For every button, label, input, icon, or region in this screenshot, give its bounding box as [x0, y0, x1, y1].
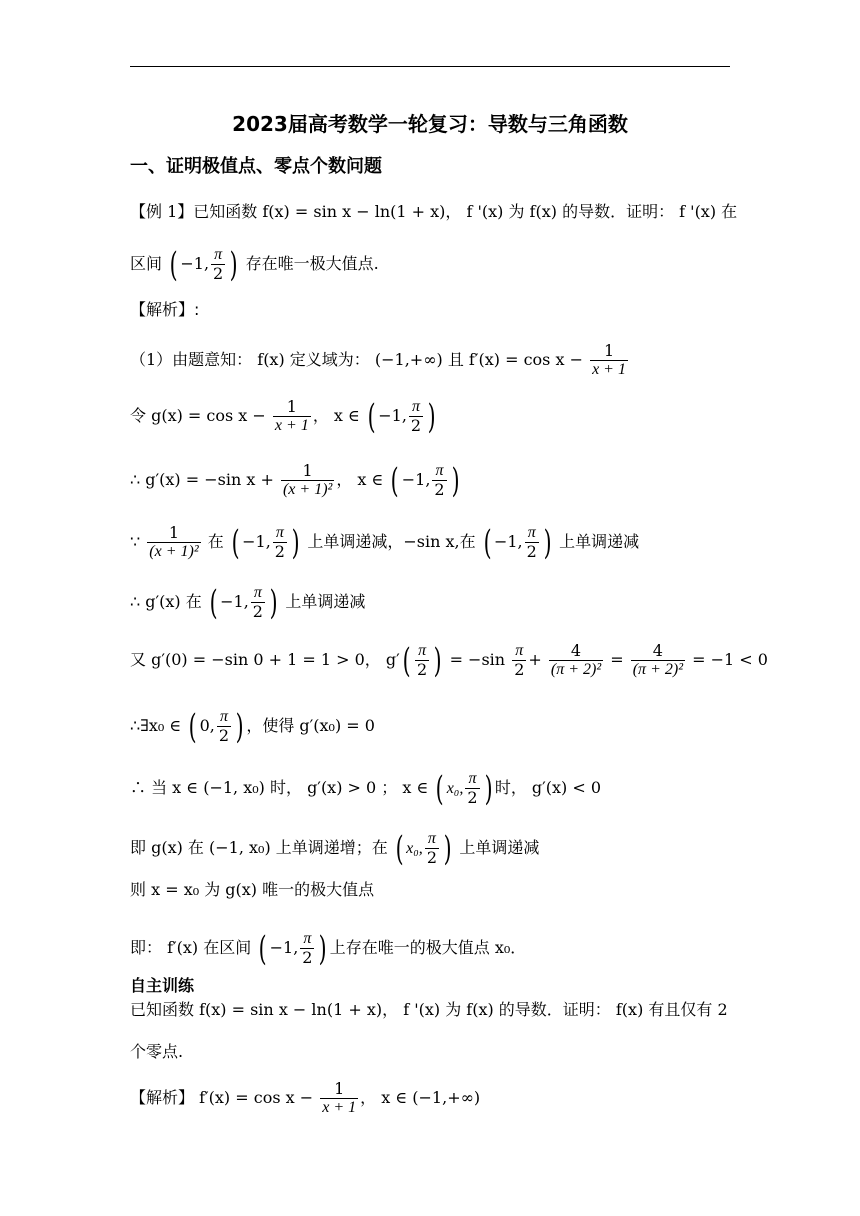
example-line-2: [130, 246, 379, 283]
step4-c: 上单调递减，−sin x,在: [307, 532, 476, 551]
frac-num: π: [415, 642, 429, 661]
frac-den: x + 1: [322, 1099, 357, 1116]
frac-den: 2: [252, 602, 263, 621]
frac-num: π: [425, 830, 439, 849]
answer-line: [130, 1080, 480, 1117]
fraction-pi-2: [415, 642, 429, 679]
step9-a: 即 g(x) 在 (−1, x₀) 上单调递增；在: [130, 838, 388, 857]
step-6: 又 g′(0) = −sin 0 + 1 = 1 > 0， g′( $\frac{\pi}{2}$ ) = −sin $\frac{\pi}{2}$ + $\frac{4}{\text{(π + 2)²}}$ = $\frac{4}{\text{(π + 2)²}}$ = −1 < 0: [130, 640, 768, 681]
answer-a: f′(x) = cos x −: [199, 1088, 314, 1107]
interval-start: 0,: [199, 716, 215, 735]
step5-b: 上单调递减: [285, 592, 366, 611]
fraction-4-pi2sq: [631, 642, 685, 679]
paren-open: (: [231, 522, 240, 563]
paren-open: (: [188, 706, 197, 747]
paren-close: ): [229, 244, 238, 285]
step11-a: 即： f′(x) 在区间: [130, 938, 252, 957]
frac-num: π: [217, 708, 231, 727]
frac-den: 2: [410, 416, 422, 435]
frac-num: π: [525, 524, 539, 543]
practice-line-2: 个零点.: [130, 1042, 184, 1061]
practice-line-1: 已知函数 f(x) = sin x − ln(1 + x)， f '(x) 为 f(x) 的导数．证明： f(x) 有且仅有 2: [130, 1000, 728, 1019]
frac-num: 1: [147, 524, 200, 543]
paren-close: ): [484, 768, 493, 809]
paren-open: (: [367, 396, 376, 437]
step7-b: ，使得 g′(x₀) = 0: [246, 716, 375, 735]
frac-num: π: [409, 398, 423, 417]
step-4: [130, 524, 639, 561]
frac-num: 1: [320, 1080, 358, 1099]
fraction-pi-2: [211, 246, 225, 283]
analysis-label: 【解析】:: [130, 300, 200, 319]
step3-text: ∴ g′(x) = −sin x +: [130, 470, 274, 489]
paren-open: (: [169, 244, 178, 285]
fraction-pi-2: [251, 584, 265, 621]
frac-num: 1: [590, 342, 628, 361]
fraction-pi-2: [432, 462, 446, 499]
fraction-pi-2: [465, 770, 479, 807]
fraction-pi-2: [273, 524, 287, 561]
plus-sign: +: [528, 650, 542, 669]
interval-start: −1,: [401, 470, 431, 489]
paren-open: (: [436, 768, 445, 809]
step8-b: 时， g′(x) < 0: [494, 778, 602, 797]
interval-start: −1,: [180, 254, 210, 273]
example-text: 已知函数 f(x) = sin x − ln(1 + x)， f '(x) 为 f(x) 的导数．证明： f '(x) 在: [193, 202, 738, 221]
step4-b: 在: [207, 532, 224, 551]
paren-open: (: [483, 522, 492, 563]
step11-b: 上存在唯一的极大值点 x₀．: [329, 938, 527, 957]
step-1: [130, 342, 630, 379]
interval-start: −1,: [493, 532, 523, 551]
frac-den: x + 1: [274, 417, 309, 434]
frac-den: (π + 2)²: [550, 661, 602, 678]
paren-close: ): [291, 522, 300, 563]
step-2: [130, 398, 438, 435]
frac-num: π: [273, 524, 287, 543]
frac-num: π: [300, 930, 314, 949]
step-11: [130, 930, 526, 967]
frac-num: π: [251, 584, 265, 603]
frac-den: 2: [274, 542, 285, 561]
step8-a: ∴ 当 x ∈ (−1, x₀) 时， g′(x) > 0 ； x ∈: [130, 778, 429, 797]
fraction-1-x1sq: [281, 462, 334, 499]
paren-open: (: [395, 828, 404, 869]
fraction-pi-2: [425, 830, 439, 867]
fraction-pi-2: [512, 642, 526, 679]
frac-den: x + 1: [592, 361, 626, 378]
paren-close: ): [543, 522, 552, 563]
step4-a: ∵: [130, 532, 141, 551]
frac-num: 1: [273, 398, 311, 417]
step9-b: 上单调递减: [459, 838, 540, 857]
fraction-1-x1sq: [147, 524, 200, 561]
frac-den: 2: [467, 788, 478, 807]
step6-c: = −1 < 0: [692, 650, 768, 669]
fraction-pi-2: [217, 708, 231, 745]
section-heading: 一、证明极值点、零点个数问题: [130, 156, 382, 177]
step-5: [130, 584, 365, 621]
paren-close: ): [269, 582, 278, 623]
paren-open: (: [402, 640, 411, 681]
step5-a: ∴ g′(x) 在: [130, 592, 202, 611]
interval-start: −1,: [269, 938, 299, 957]
fraction-4-pi2sq: [549, 642, 603, 679]
fraction-1-x1: [590, 342, 628, 379]
paren-close: ): [235, 706, 244, 747]
frac-num: π: [465, 770, 479, 789]
frac-den: 2: [434, 480, 445, 499]
step-3: [130, 462, 462, 499]
step1-text: （1）由题意知： f(x) 定义域为： (−1,+∞) 且 f′(x) = cos x −: [130, 350, 583, 369]
frac-den: 2: [213, 264, 224, 283]
fraction-pi-2: [525, 524, 539, 561]
frac-den: 2: [514, 660, 525, 679]
example-line-1: [130, 202, 737, 222]
page-title: 2023届高考数学一轮复习：导数与三角函数: [232, 112, 628, 136]
fraction-pi-2: [300, 930, 314, 967]
interval-start: x₀,: [446, 780, 464, 797]
step-7: [130, 708, 375, 745]
practice-heading: 自主训练: [130, 976, 195, 995]
frac-den: 2: [302, 948, 313, 967]
interval-start: −1,: [220, 592, 249, 611]
paren-open: (: [209, 582, 218, 623]
example-line2-post: 存在唯一极大值点.: [245, 254, 379, 273]
step-10: 则 x = x₀ 为 g(x) 唯一的极大值点: [130, 880, 375, 899]
paren-close: ): [443, 828, 452, 869]
comma-in: ， x ∈: [336, 470, 384, 489]
frac-num: 4: [549, 642, 603, 661]
example-label: 【例 1】: [130, 202, 194, 221]
frac-num: 4: [631, 642, 685, 661]
fraction-1-x1: [273, 398, 311, 435]
comma-in: ， x ∈: [312, 406, 360, 425]
frac-den: 2: [426, 848, 437, 867]
interval-start: −1,: [242, 532, 271, 551]
step2-text: 令 g(x) = cos x −: [130, 406, 266, 425]
frac-den: 2: [218, 726, 230, 745]
frac-den: (π + 2)²: [632, 661, 683, 678]
answer-label: 【解析】: [130, 1088, 195, 1107]
top-rule: [130, 66, 730, 67]
step6-b: = −sin: [449, 650, 506, 669]
frac-den: (x + 1)²: [282, 481, 333, 498]
step4-d: 上单调递减: [559, 532, 640, 551]
paren-open: (: [391, 460, 400, 501]
interval-start: −1,: [378, 406, 407, 425]
step6-a: 又 g′(0) = −sin 0 + 1 = 1 > 0， g′: [130, 650, 400, 669]
frac-num: π: [512, 642, 526, 661]
paren-open: (: [258, 928, 267, 969]
fraction-1-x1: [320, 1080, 358, 1117]
fraction-pi-2: [409, 398, 423, 435]
step7-a: ∴∃x₀ ∈: [130, 716, 182, 735]
paren-close: ): [319, 928, 328, 969]
paren-close: ): [427, 396, 436, 437]
interval-start: x₀,: [406, 840, 423, 857]
paren-close: ): [433, 640, 442, 681]
frac-num: π: [211, 246, 225, 265]
frac-den: (x + 1)²: [149, 543, 199, 560]
frac-num: π: [432, 462, 446, 481]
frac-den: 2: [417, 660, 428, 679]
paren-close: ): [451, 460, 460, 501]
frac-den: 2: [526, 542, 537, 561]
step-9: [130, 830, 539, 867]
answer-b: ， x ∈ (−1,+∞): [360, 1088, 481, 1107]
step-8: [130, 770, 601, 807]
frac-num: 1: [281, 462, 334, 481]
example-line2-pre: 区间: [130, 254, 163, 273]
